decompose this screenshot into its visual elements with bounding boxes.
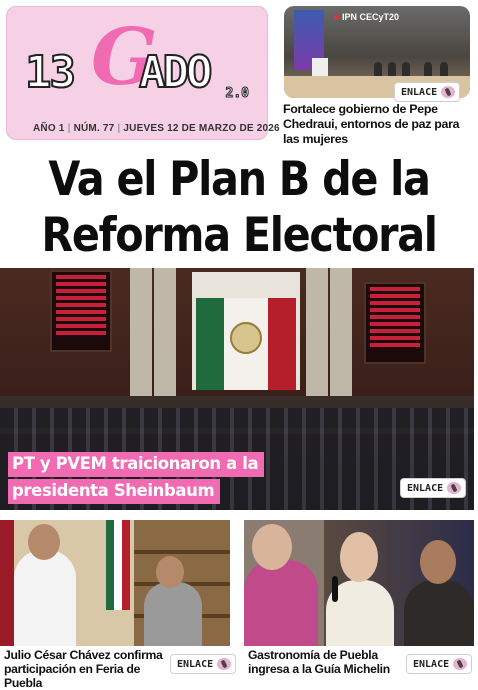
separator: | <box>67 123 71 134</box>
photo-person <box>404 580 474 646</box>
photo-person <box>244 560 318 646</box>
photo-pillar <box>154 268 176 398</box>
photo-person <box>144 582 202 646</box>
link-label: ENLACE <box>413 658 450 670</box>
hand-pointer-icon <box>217 658 231 670</box>
masthead <box>6 6 280 140</box>
hand-pointer-icon <box>453 658 467 670</box>
bottom-right-caption-line-2: ingresa a la Guía Michelin <box>248 662 390 676</box>
flag-green <box>196 298 224 390</box>
photo-person-head <box>420 540 456 584</box>
photo-background <box>0 520 14 646</box>
photo-flag <box>106 520 130 610</box>
photo-person-head <box>156 556 184 588</box>
logo-letters: ADO <box>139 47 210 98</box>
main-story-link-button[interactable] <box>400 478 466 498</box>
link-label: ENLACE <box>177 658 214 670</box>
headline-line-2: Reforma Electoral <box>41 208 437 263</box>
photo-person-head <box>252 524 292 570</box>
main-caption-line-2: presidenta Sheinbaum <box>8 479 220 504</box>
photo-pillar <box>330 268 352 398</box>
vote-board <box>50 270 112 352</box>
logo-version: 2.0 <box>225 86 249 101</box>
link-label: ENLACE <box>407 482 444 494</box>
bottom-right-link-button[interactable] <box>406 654 472 674</box>
issue-date: JUEVES 12 DE MARZO DE 2026 <box>123 123 280 134</box>
photo-sign-text: IPN CECyT20 <box>341 12 399 22</box>
photo-sign: ■ IPN CECyT20 <box>334 12 399 22</box>
bottom-left-caption-line-1: Julio César Chávez confirma <box>4 648 163 662</box>
bottom-right-caption-line-1: Gastronomía de Puebla <box>248 648 378 662</box>
main-story-caption[interactable] <box>8 452 264 506</box>
separator: | <box>117 123 121 134</box>
national-seal <box>230 322 262 354</box>
logo-digits: 13 <box>25 47 74 98</box>
photo-person-head <box>28 524 60 560</box>
top-story-caption[interactable]: Fortalece gobierno de Pepe Chedraui, entornos de paz para las mujeres <box>283 102 460 146</box>
headline-line-1: Va el Plan B de la <box>48 152 430 207</box>
main-caption-line-1: PT y PVEM traicionaron a la <box>8 452 264 477</box>
top-story-link-button[interactable] <box>394 82 460 102</box>
issue-info <box>33 123 280 134</box>
bottom-right-photo[interactable] <box>244 520 474 646</box>
logo-g: G <box>91 12 158 103</box>
microphone <box>332 576 338 602</box>
flag-red <box>268 298 296 390</box>
photo-person-head <box>340 532 378 582</box>
main-headline[interactable] <box>29 152 450 264</box>
newspaper-logo[interactable] <box>21 12 257 109</box>
photo-person <box>14 550 76 646</box>
hand-pointer-icon <box>441 86 455 98</box>
bottom-left-caption-line-2: participación en Feria de Puebla <box>4 662 141 690</box>
photo-pillar <box>306 268 328 398</box>
bottom-left-photo[interactable] <box>0 520 230 646</box>
bottom-right-caption[interactable] <box>248 648 400 676</box>
bottom-left-link-button[interactable] <box>170 654 236 674</box>
link-label: ENLACE <box>401 86 438 98</box>
issue-number: NÚM. 77 <box>73 123 115 134</box>
vote-board <box>364 282 426 364</box>
photo-pillar <box>130 268 152 398</box>
hand-pointer-icon <box>447 482 461 494</box>
issue-year: AÑO 1 <box>33 123 65 134</box>
